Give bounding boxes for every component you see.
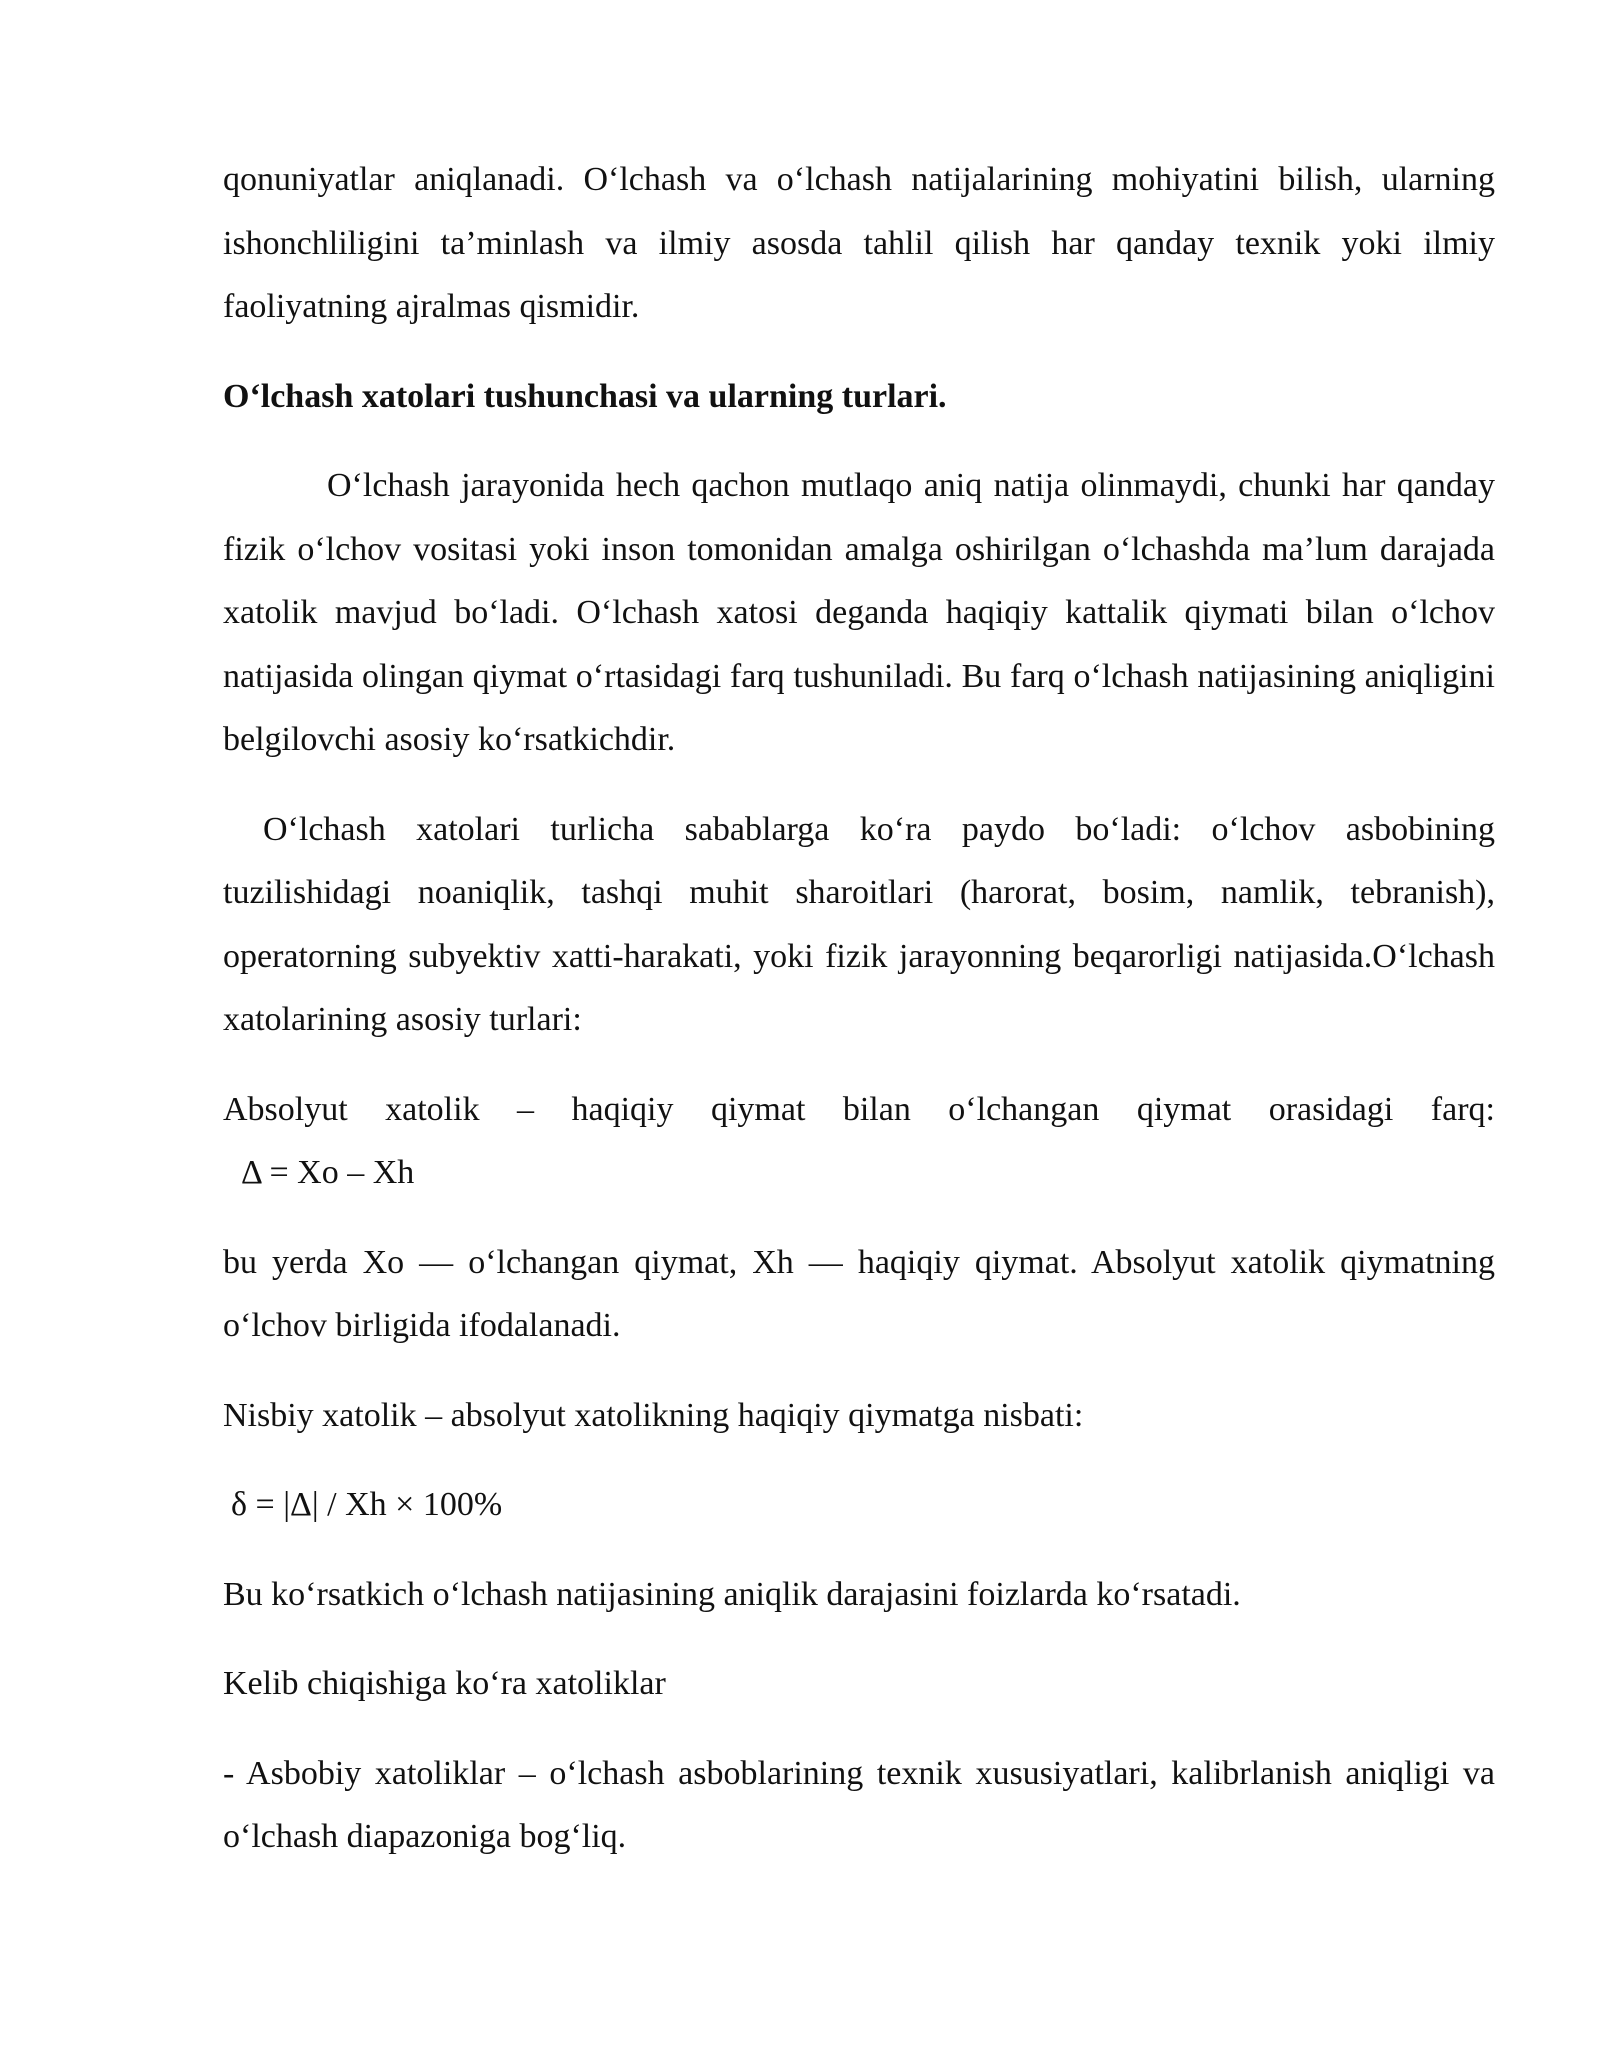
paragraph-causes: O‘lchash xatolari turlicha sabablarga ko‘ra paydo bo‘ladi: o‘lchov asbobining tuzilishidagi noaniqlik, tashqi muhit sharoitlari (harorat, bosim, namlik, tebranish), operatorning subyektiv xatti-harakati, yoki fizik jarayonning beqarorligi natijasida.O‘lchash xatolarining asosiy turlari:	[223, 810, 1495, 1038]
absolute-error-formula: Δ = Xo – Xh	[241, 1154, 415, 1191]
paragraph-relative-explanation: Bu ko‘rsatkich o‘lchash natijasining aniqlik darajasini foizlarda ko‘rsatadi.	[223, 1575, 1241, 1613]
paragraph-intro-end: qonuniyatlar aniqlanadi. O‘lchash va o‘lchash natijalarining mohiyatini bilish, ularning ishonchliligini ta’minlash va ilmiy asosda tahlil qilish har qanday texnik yoki ilmiy faoliyatning ajralmas qismidir.	[223, 161, 1495, 325]
section-heading: O‘lchash xatolari tushunchasi va ularning turlari.	[223, 377, 947, 415]
absolute-error-text: Absolyut xatolik – haqiqiy qiymat bilan o‘lchangan qiymat orasidagi farq:	[223, 1090, 1495, 1128]
paragraph-definition: O‘lchash jarayonida hech qachon mutlaqo aniq natija olinmaydi, chunki har qanday fizik o‘lchov vositasi yoki inson tomonidan amalga oshirilgan o‘lchashda ma’lum darajada xatolik mavjud bo‘ladi. O‘lchash xatosi deganda haqiqiy kattalik qiymati bilan o‘lchov natijasida olingan qiymat o‘rtasidagi farq tushuniladi. Bu farq o‘lchash natijasining aniqligini belgilovchi asosiy ko‘rsatkichdir.	[223, 467, 1495, 758]
paragraph-absolute-explanation: bu yerda Xo — o‘lchangan qiymat, Xh — haqiqiy qiymat. Absolyut xatolik qiymatning o‘lchov birligida ifodalanadi.	[223, 1243, 1495, 1344]
paragraph-relative-error: Nisbiy xatolik – absolyut xatolikning haqiqiy qiymatga nisbati:	[223, 1396, 1084, 1434]
paragraph-absolute-error	[223, 1078, 1495, 1205]
relative-error-formula: δ = |Δ| / Xh × 100%	[231, 1486, 503, 1523]
paragraph-origin-types: Kelib chiqishiga ko‘ra xatoliklar	[223, 1665, 666, 1702]
document-page	[223, 148, 1495, 1895]
paragraph-instrument-errors: - Asbobiy xatoliklar – o‘lchash asboblarining texnik xususiyatlari, kalibrlanish aniqligi va o‘lchash diapazoniga bog‘liq.	[223, 1754, 1495, 1855]
